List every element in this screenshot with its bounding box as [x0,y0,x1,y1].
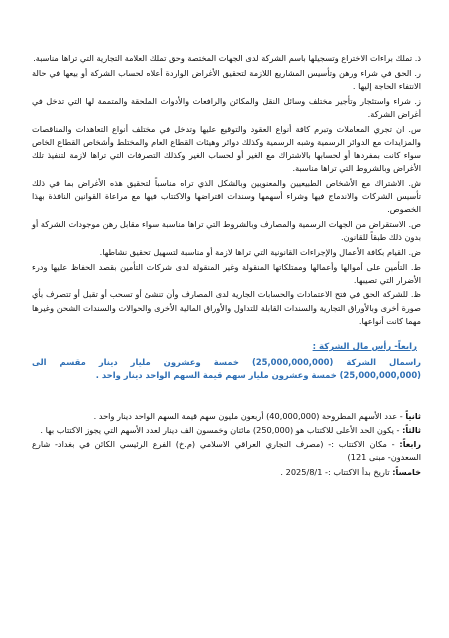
share-item-text: تاريخ بدأ الاكتتاب :- 2025/8/1 . [280,467,393,478]
share-item-text: - مكان الاكتتاب :- (مصرف التجاري العراقي الاسلامي (م.خ) الفرع الرئيسي الكائن في بغداد- شارع السعدون- مبنى 121) [32,439,421,463]
share-item-label: رابعاً: [399,439,421,450]
capital-section [32,342,421,382]
objective-item: ض. القيام بكافة الأعمال والإجراءات القانونية التي تراها لازمة أو مناسبة لتسهيل تحقيق نشاطها. [99,246,421,257]
share-item-start-date [32,466,421,479]
share-item-label: ثالثاً: [402,425,421,436]
shares-section [32,410,421,479]
objective-item: ش. الاشتراك مع الأشخاص الطبيعيين والمعنويين وبالشكل الذي تراه مناسباً لتحقيق هذه الأغراض بما في ذلك تأسيس الشركات والاندماج فيها وشراء أسهمها وسندات اقتراضها والاكتتاب فيها مع مراعاة القوانين النافذة بهذا الخصوص. [32,177,421,215]
capital-text: راسمال الشركة (25,000,000,000) خمسة وعشرون مليار دينار مقسم الى (25,000,000,000) خمسة وعشرون مليار سهم قيمة السهم الواحد دينار واحد . [32,357,422,381]
objective-item: ظ. للشركة الحق في فتح الاعتمادات والحسابات الجارية لدى المصارف وأن تنشئ أو تسحب أو تقبل أو تتصرف بأي صورة أخرى وبالأوراق التجارية والسندات القابلة للتداول والأوراق المالية الأخرى والحوالات والسندات الشحن وغيرها مهما كانت أنواعها. [32,289,421,326]
objective-item: ر. الحق في شراء ورهن وتأسيس المشاريع اللازمة لتحقيق الأغراض الواردة أعلاه لحساب الشركة أو بيعها في حالة الانتفاء الحاجة إليها . [32,67,421,91]
objective-item: ط. التأمين على أموالها وأعمالها وممتلكاتها المنقولة وغير المنقولة لدى شركات التأمين بقصد الحفاظ عليها ودرء الأضرار التي تصيبها. [32,261,421,285]
share-item-offered [32,410,421,423]
share-item-text: - يكون الحد الأعلى للاكتتاب هو (250,000) مائتان وخمسون الف دينار لعدد الأسهم التي يجوز الاكتتاب بها . [40,425,403,436]
objective-item: ذ. تملك براءات الاختراع وتسجيلها باسم الشركة لدى الجهات المختصة وحق تملك العلامة التجارية التي تراها مناسبة. [33,53,421,63]
objective-item: ص. الاستقراض من الجهات الرسمية والمصارف وبالشروط التي تراها مناسبة سواء مقابل رهن موجودات الشركة أو بدون ذلك طبقاً للقانون. [32,218,421,243]
objective-item: س. ان تجري المعاملات وتبرم كافة أنواع العقود والتوقيع عليها وتدخل في مختلف أنواع التعاهدات والمناقصات والمزايدات مع الدوائر الرسمية وشبه الرسمية وكذلك دوائر وهيئات القطاع العام والمختلط وأشخاص القطاع الخاص سواء كانت بمفردها أو لحسابها بالاشتراك مع الغير أو لحساب الغير وكذلك التصرفات التي تراها لازمة لتنفيذ تلك الأغراض وبالشروط التي تراها مناسبة. [32,123,421,174]
capital-heading: رابعاً- رأس مال الشركة : [312,342,417,353]
objectives-list [32,52,421,328]
share-item-max-subscription [32,424,421,437]
share-item-text: - عدد الأسهم المطروحة (40,000,000) أربعون مليون سهم قيمة السهم الواحد دينار واحد . [93,411,406,422]
objective-item: ز. شراء واستئجار وتأجير مختلف وسائل النقل والمكائن والرافعات والأدوات الملحقة والمتممة لها التي تدخل في أغراض الشركة. [32,95,421,119]
share-item-location [32,438,421,464]
share-item-label: ثانياً [405,411,421,422]
share-item-label: خامساً: [392,467,421,478]
